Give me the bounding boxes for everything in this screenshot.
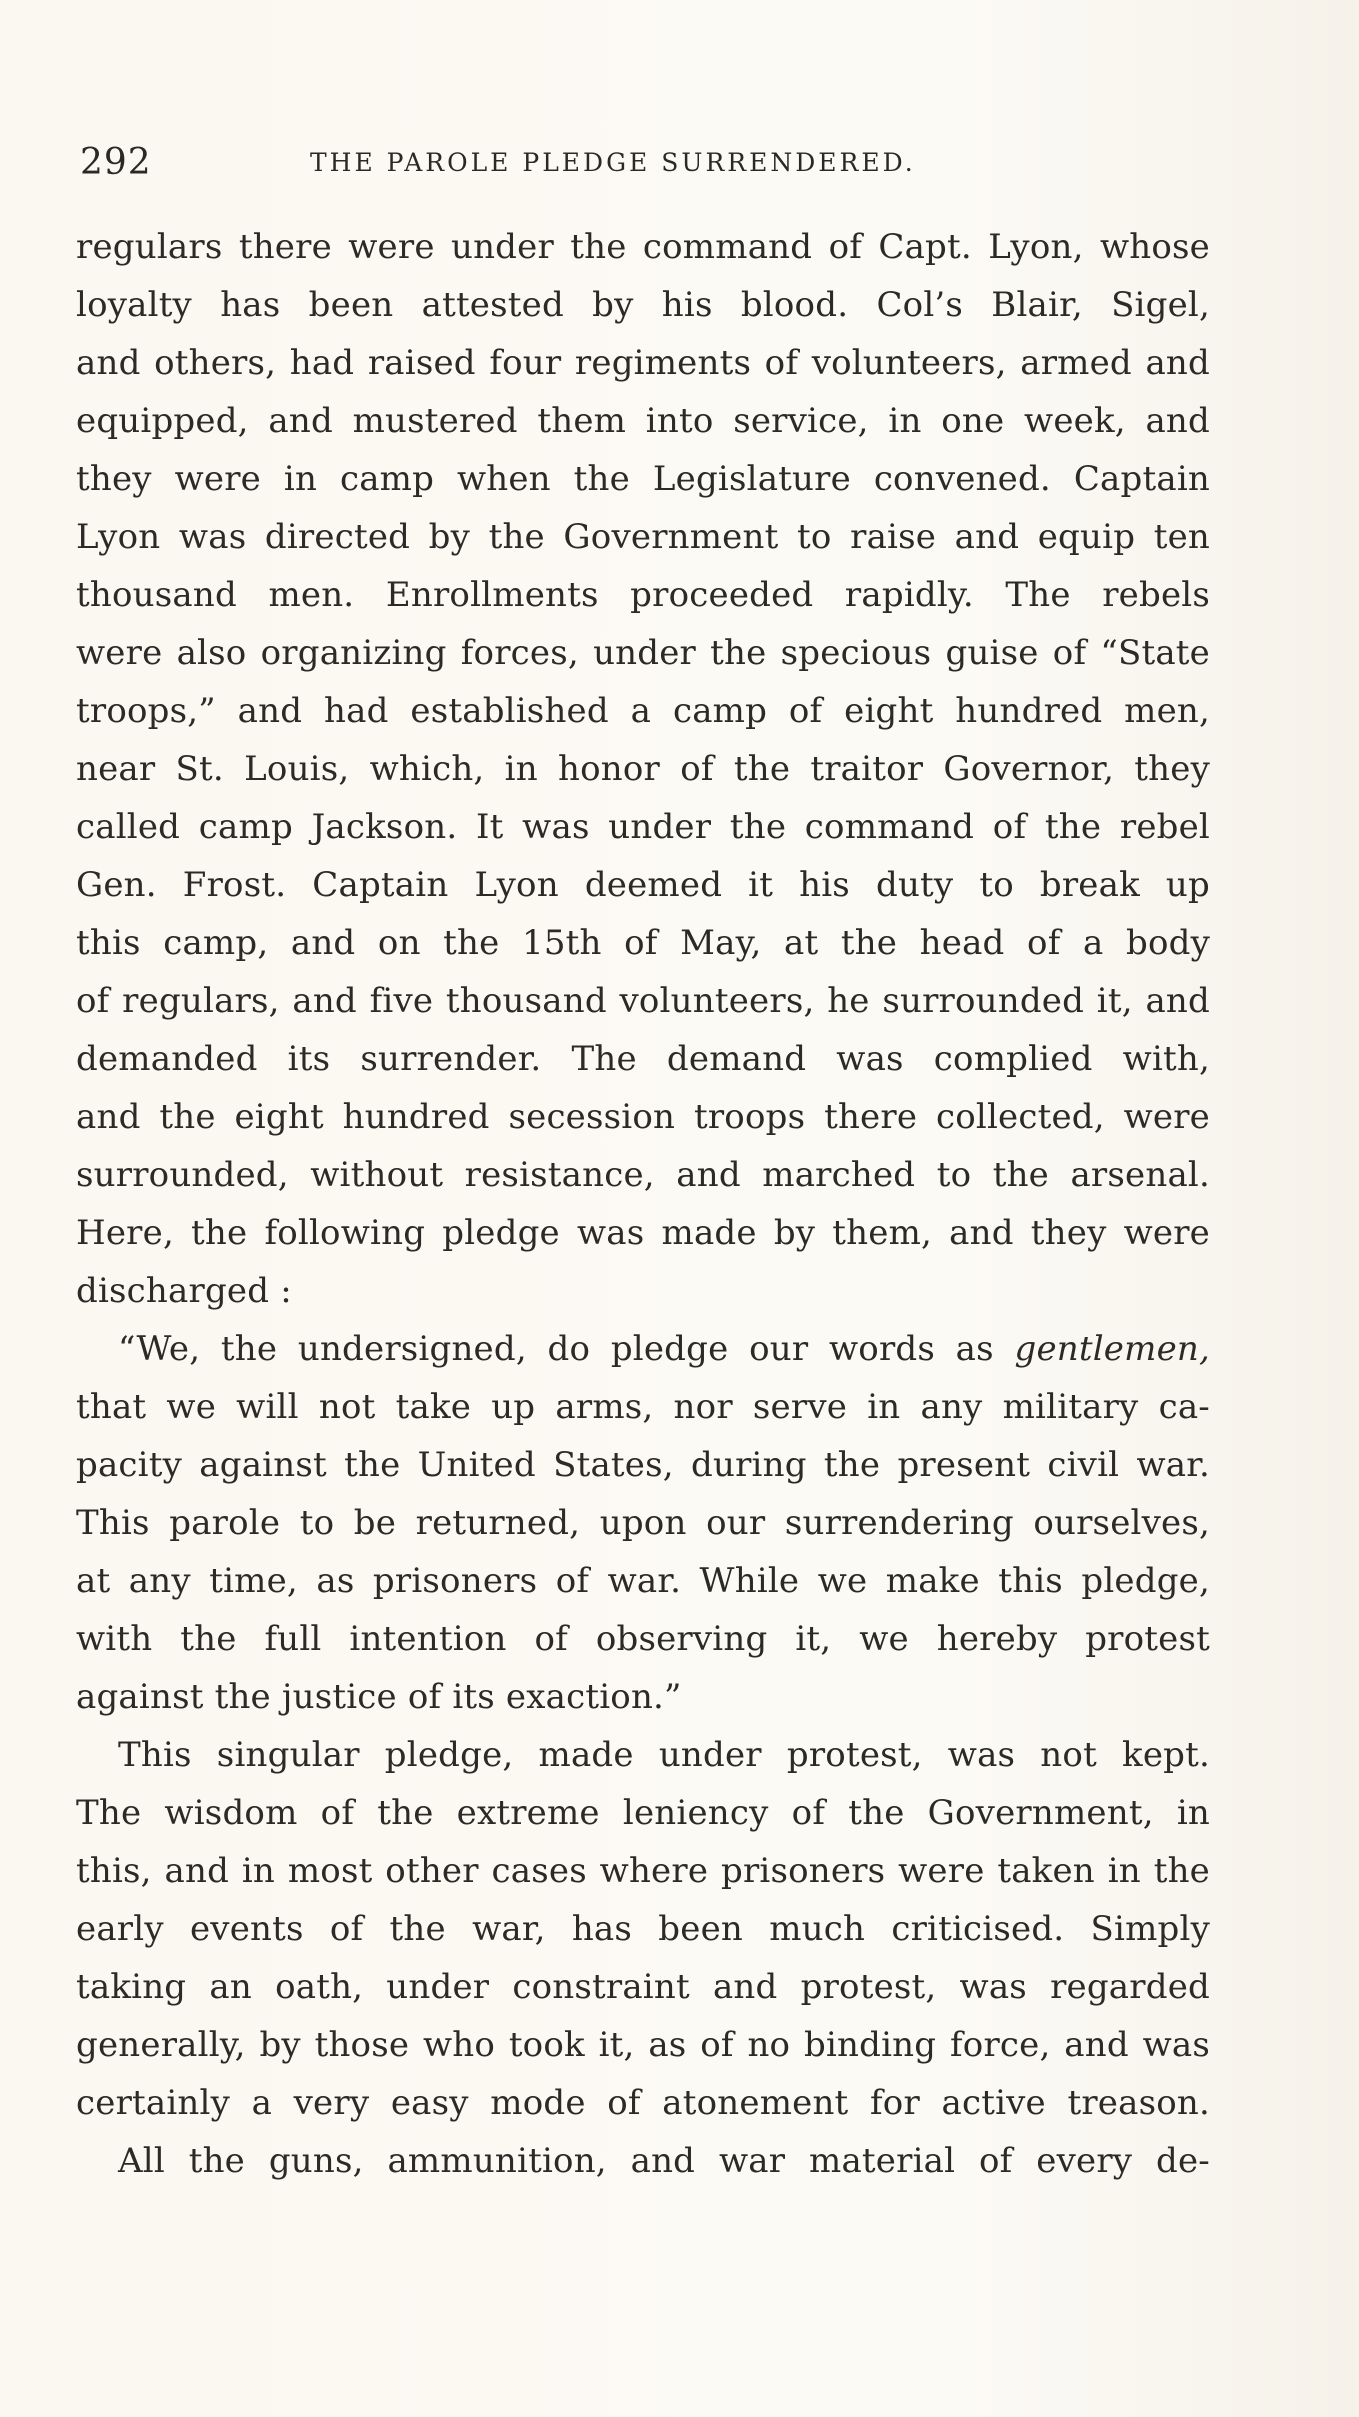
text-line: at any time, as prisoners of war. While we make this pledge, <box>76 1561 1210 1601</box>
text-line: they were in camp when the Legislature convened. Captain <box>76 459 1210 499</box>
emphasized-word: gentlemen, <box>1014 1329 1210 1369</box>
body-text <box>76 218 1210 2190</box>
text-line: this camp, and on the 15th of May, at the head of a body <box>76 923 1210 963</box>
text-line: and the eight hundred secession troops there collected, were <box>76 1097 1210 1137</box>
text-line: loyalty has been attested by his blood. Col’s Blair, Sigel, <box>76 285 1210 325</box>
quote-opening-line <box>76 1320 1210 1378</box>
text-line: and others, had raised four regiments of volunteers, armed and <box>76 343 1210 383</box>
paragraph-start-line: All the guns, ammunition, and war material of every de- <box>118 2141 1210 2181</box>
text-line: called camp Jackson. It was under the command of the rebel <box>76 807 1210 847</box>
text-line: demanded its surrender. The demand was complied with, <box>76 1039 1210 1079</box>
text-line: thousand men. Enrollments proceeded rapidly. The rebels <box>76 575 1210 615</box>
text-line: Here, the following pledge was made by them, and they were <box>76 1213 1210 1253</box>
text-line: surrounded, without resistance, and marched to the arsenal. <box>76 1155 1210 1195</box>
text-line: were also organizing forces, under the specious guise of “State <box>76 633 1210 673</box>
text-line: of regulars, and five thousand volunteers, he surrounded it, and <box>76 981 1210 1021</box>
page-number: 292 <box>80 142 152 183</box>
quote-text: “We, the undersigned, do pledge our words as <box>118 1329 1015 1369</box>
text-line: This parole to be returned, upon our surrendering ourselves, <box>76 1503 1210 1543</box>
text-line: regulars there were under the command of Capt. Lyon, whose <box>76 227 1210 267</box>
paragraph-start-line: This singular pledge, made under protest, was not kept. <box>118 1735 1210 1775</box>
text-line: troops,” and had established a camp of eight hundred men, <box>76 691 1210 731</box>
text-line: this, and in most other cases where prisoners were taken in the <box>76 1851 1210 1891</box>
text-line: The wisdom of the extreme leniency of the Government, in <box>76 1793 1210 1833</box>
text-line: equipped, and mustered them into service, in one week, and <box>76 401 1210 441</box>
text-line: certainly a very easy mode of atonement for active treason. <box>76 2083 1210 2123</box>
text-line: early events of the war, has been much criticised. Simply <box>76 1909 1210 1949</box>
text-line: against the justice of its exaction.” <box>76 1677 682 1717</box>
text-line: pacity against the United States, during the present civil war. <box>76 1445 1210 1485</box>
text-line: that we will not take up arms, nor serve in any military ca- <box>76 1387 1210 1427</box>
running-head <box>80 142 1210 192</box>
running-title: THE PAROLE PLEDGE SURRENDERED. <box>310 148 916 177</box>
text-line: with the full intention of observing it, we hereby protest <box>76 1619 1210 1659</box>
text-line: Lyon was directed by the Government to raise and equip ten <box>76 517 1210 557</box>
text-line: Gen. Frost. Captain Lyon deemed it his duty to break up <box>76 865 1210 905</box>
text-line: generally, by those who took it, as of no binding force, and was <box>76 2025 1210 2065</box>
text-line: taking an oath, under constraint and protest, was regarded <box>76 1967 1210 2007</box>
text-line: near St. Louis, which, in honor of the traitor Governor, they <box>76 749 1210 789</box>
text-line: discharged : <box>76 1271 292 1311</box>
